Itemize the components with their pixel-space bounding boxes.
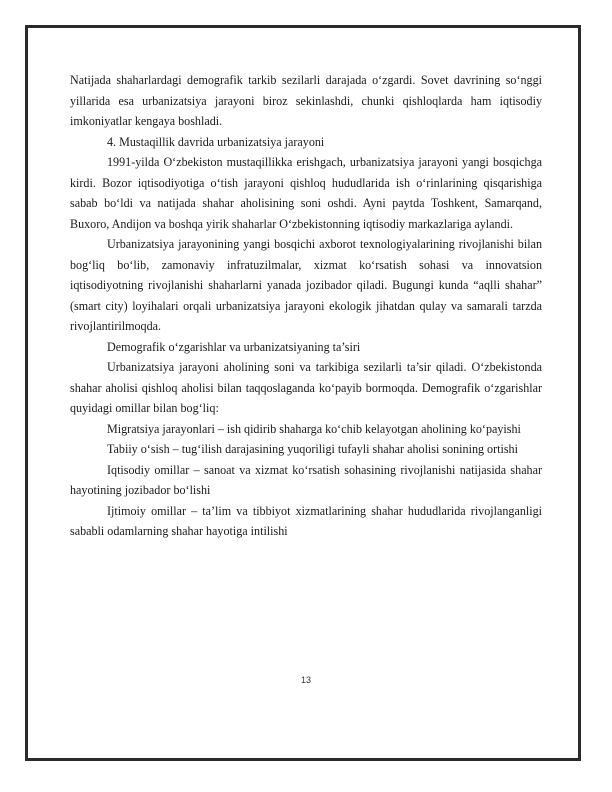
- list-item-economic-factors: Iqtisodiy omillar – sanoat va xizmat ko‘rsatish sohasining rivojlanishi natijasida shahar hayotining jozibador bo‘lishi: [70, 462, 542, 497]
- paragraph-continuation: Natijada shaharlardagi demografik tarkib sezilarli darajada o‘zgardi. Sovet davrining so‘nggi yillarida esa urbanizatsiya jarayoni biroz sekinlashdi, chunki qishloqlarda ham iqtisodiy imkoniyatlar kengaya boshladi.: [70, 73, 542, 128]
- paragraph-new-stage: Urbanizatsiya jarayonining yangi bosqichi axborot texnologiyalarining rivojlanishi bilan bog‘liq bo‘lib, zamonaviy infratuzilmalar, xizmat ko‘rsatish sohasi va innovatsion iqtisodiyotning rivojlanishi shaharlarni yanada jozibador qiladi. Bugungi kunda “aqlli shahar” (smart city) loyihalari orqali urbanizatsiya jarayoni ekologik jihatdan qulay va samarali tarzda rivojlantirilmoqda.: [70, 237, 542, 333]
- document-body: [70, 70, 542, 542]
- paragraph-independence: 1991-yilda O‘zbekiston mustaqillikka erishgach, urbanizatsiya jarayoni yangi bosqichga kirdi. Bozor iqtisodiyotiga o‘tish jarayoni qishloq hududlarida ish o‘rinlarining qisqarishiga sabab bo‘ldi va natijada shahar aholisining soni oshdi. Ayni paytda Toshkent, Samarqand, Buxoro, Andijon va boshqa yirik shaharlar O‘zbekistonning iqtisodiy markazlariga aylandi.: [70, 155, 542, 231]
- page-number: 13: [300, 675, 311, 685]
- section-heading-independence: 4. Mustaqillik davrida urbanizatsiya jarayoni: [107, 134, 325, 149]
- list-item-natural-growth: Tabiiy o‘sish – tug‘ilish darajasining yuqoriligi tufayli shahar aholisi sonining ortishi: [107, 442, 518, 456]
- list-item-social-factors: Ijtimoiy omillar – ta’lim va tibbiyot xizmatlarining shahar hududlarida rivojlanganligi sababli odamlarning shahar hayotiga intilishi: [70, 503, 542, 538]
- paragraph-demographic-intro: Urbanizatsiya jarayoni aholining soni va tarkibiga sezilarli ta’sir qiladi. O‘zbekistonda shahar aholisi qishloq aholisi bilan taqqoslaganda ko‘payib bormoqda. Demografik o‘zgarishlar quyidagi omillar bilan bog‘liq:: [70, 360, 542, 415]
- list-item-migration: Migratsiya jarayonlari – ish qidirib shaharga ko‘chib kelayotgan aholining ko‘payishi: [107, 421, 521, 436]
- section-heading-demographic: Demografik o‘zgarishlar va urbanizatsiyaning ta’siri: [107, 339, 361, 354]
